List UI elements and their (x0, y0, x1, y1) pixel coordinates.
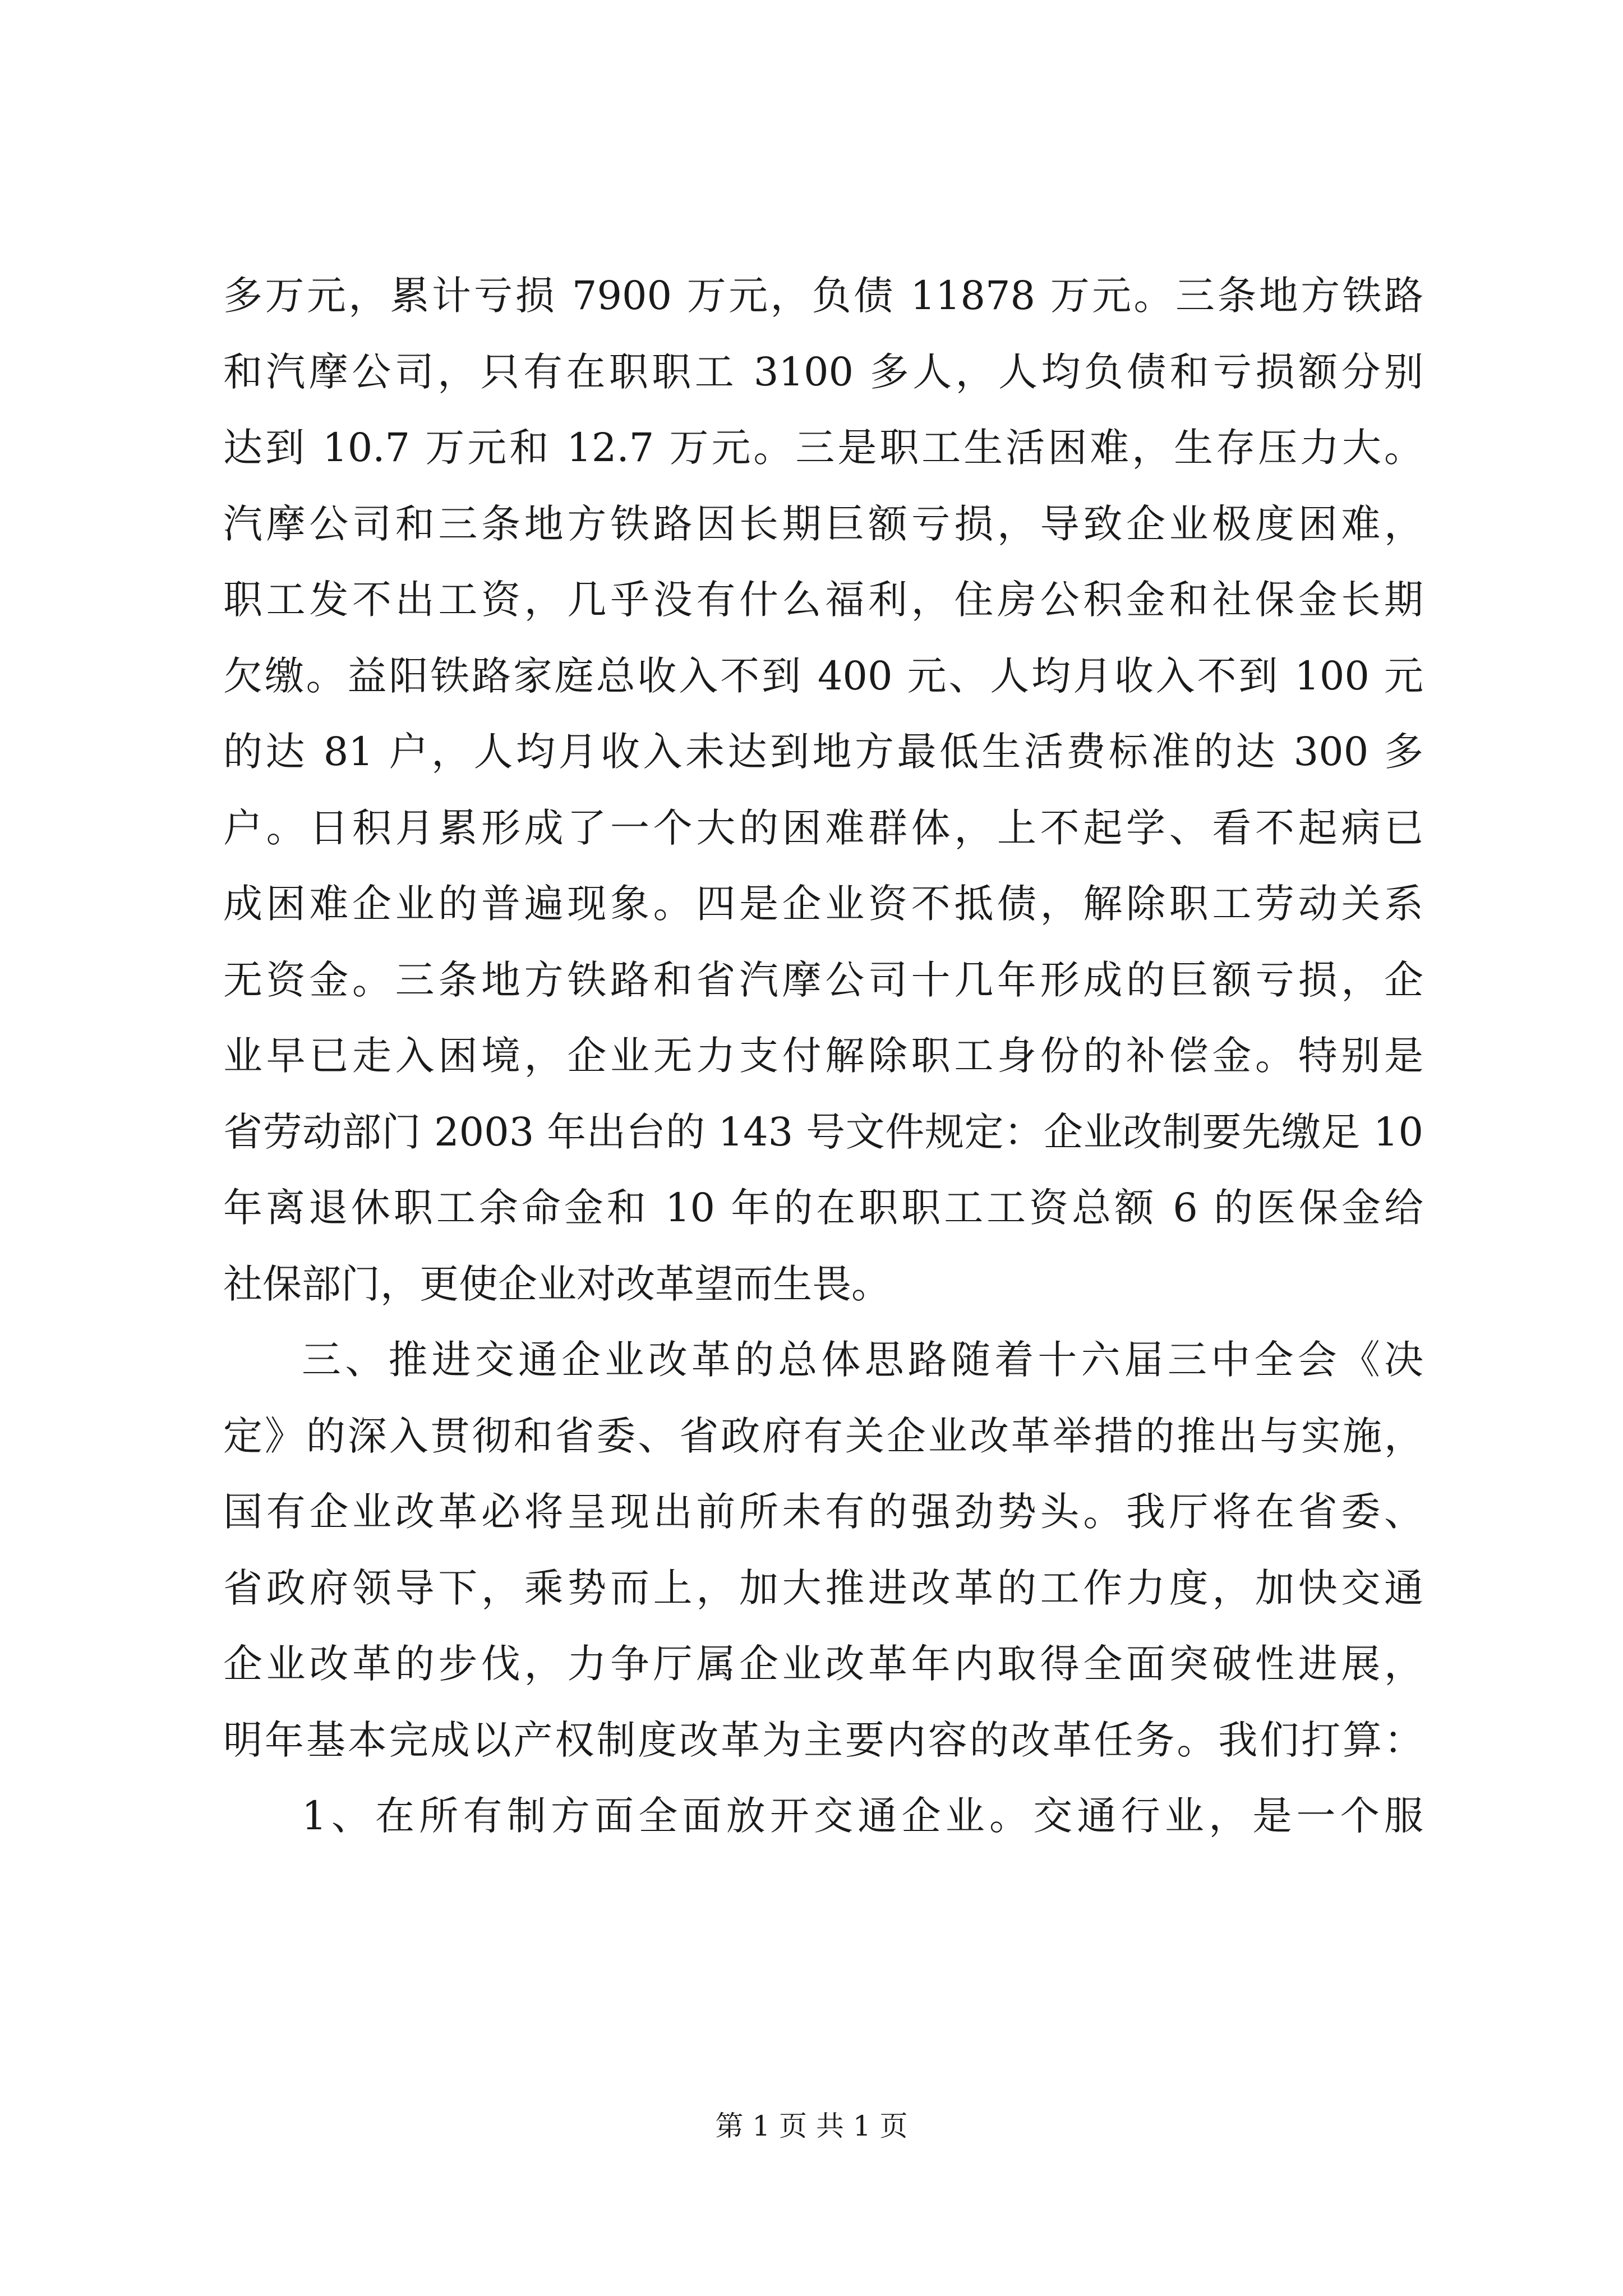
text-line: 欠缴。益阳铁路家庭总收入不到 400 元、人均月收入不到 100 元 (223, 652, 1423, 699)
text-line: 定》的深入贯彻和省委、省政府有关企业改革举措的推出与实施， (223, 1412, 1423, 1459)
page-number: 第 1 页 共 1 页 (715, 2110, 908, 2142)
text-line: 的达 81 户，人均月收入未达到地方最低生活费标准的达 300 多 (223, 729, 1423, 775)
text-line: 汽摩公司和三条地方铁路因长期巨额亏损，导致企业极度困难， (223, 500, 1423, 547)
text-line: 和汽摩公司，只有在职职工 3100 多人，人均负债和亏损额分别 (223, 348, 1423, 395)
text-line: 省政府领导下，乘势而上，加大推进改革的工作力度，加快交通 (223, 1565, 1423, 1611)
text-line: 户。日积月累形成了一个大的困难群体，上不起学、看不起病已 (223, 804, 1423, 851)
text-line: 职工发不出工资，几乎没有什么福利，住房公积金和社保金长期 (223, 577, 1423, 623)
text-line: 国有企业改革必将呈现出前所未有的强劲势头。我厅将在省委、 (223, 1489, 1423, 1535)
text-line: 企业改革的步伐，力争厅属企业改革年内取得全面突破性进展， (223, 1641, 1423, 1687)
text-line: 社保部门，更使企业对改革望而生畏。 (223, 1260, 891, 1307)
text-line: 1、在所有制方面全面放开交通企业。交通行业，是一个服 (302, 1793, 1423, 1839)
text-line: 年离退休职工余命金和 10 年的在职职工工资总额 6 的医保金给 (223, 1185, 1423, 1231)
text-line: 三、推进交通企业改革的总体思路随着十六届三中全会《决 (302, 1337, 1423, 1383)
text-line: 业早已走入困境，企业无力支付解除职工身份的补偿金。特别是 (223, 1033, 1423, 1079)
text-line: 无资金。三条地方铁路和省汽摩公司十几年形成的巨额亏损，企 (223, 956, 1423, 1003)
text-line: 达到 10.7 万元和 12.7 万元。三是职工生活困难，生存压力大。 (223, 425, 1423, 471)
text-line: 明年基本完成以产权制度改革为主要内容的改革任务。我们打算： (223, 1717, 1423, 1763)
text-line: 多万元，累计亏损 7900 万元，负债 11878 万元。三条地方铁路 (223, 273, 1423, 319)
text-line: 省劳动部门 2003 年出台的 143 号文件规定：企业改制要先缴足 10 (223, 1108, 1423, 1155)
text-line: 成困难企业的普遍现象。四是企业资不抵债，解除职工劳动关系 (223, 881, 1423, 927)
body-text (223, 258, 1423, 1855)
page-footer (0, 2106, 1623, 2146)
